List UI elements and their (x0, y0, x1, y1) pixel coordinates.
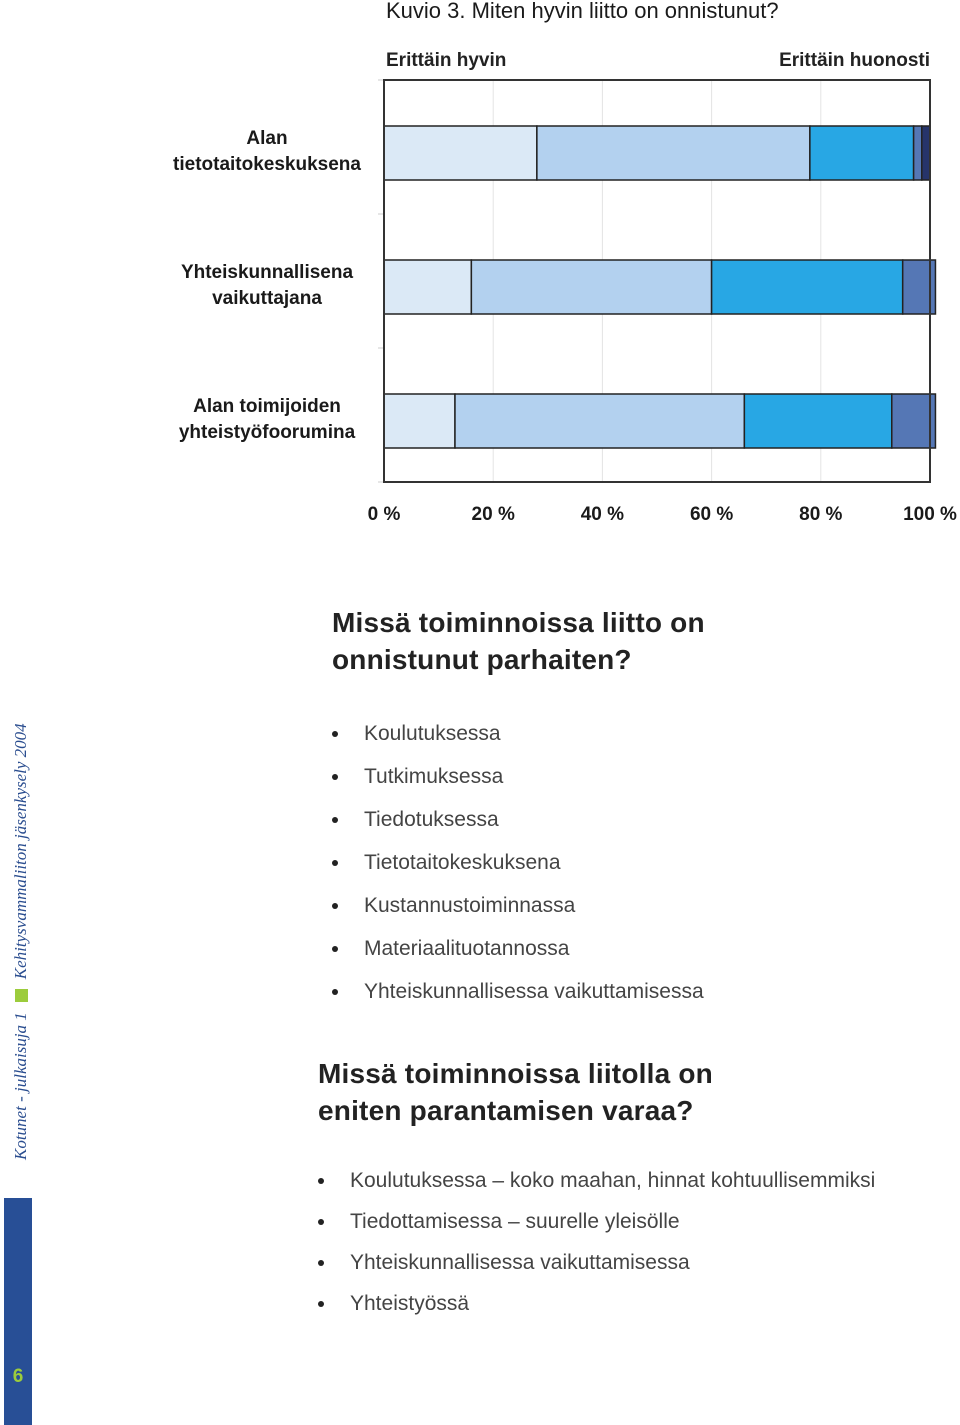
list-item-label: Tiedottamisessa – suurelle yleisölle (350, 1210, 680, 1233)
scale-right-label: Erittäin huonosti (779, 50, 930, 71)
list-item (332, 884, 704, 927)
category-label-line: Alan toimijoiden (193, 396, 341, 417)
section1-title-line: Missä toiminnoissa liitto on (332, 607, 705, 638)
x-tick-label: 80 % (799, 504, 843, 525)
sidebar-publication-text (11, 723, 31, 1160)
list-item-label: Koulutuksessa (364, 722, 501, 745)
x-tick-label: 20 % (471, 504, 515, 525)
sidebar-color-bar (4, 1198, 32, 1425)
bullet-icon (318, 1219, 324, 1225)
bullet-icon (332, 774, 338, 780)
bar-segment (537, 126, 810, 180)
bar-segment (744, 394, 891, 448)
category-label (142, 260, 392, 312)
sidebar-survey-label: Kehitysvammaliiton jäsenkysely 2004 (11, 723, 30, 980)
section2-title-line: Missä toiminnoissa liitolla on (318, 1058, 713, 1089)
bar-segment (712, 260, 903, 314)
bar-segment (922, 126, 930, 180)
list-item (332, 927, 704, 970)
bullet-icon (332, 860, 338, 866)
list-item (332, 755, 704, 798)
bullet-icon (318, 1178, 324, 1184)
scale-left-label: Erittäin hyvin (386, 50, 507, 71)
section1-list (332, 712, 704, 1013)
list-item-label: Koulutuksessa – koko maahan, hinnat kohtuullisemmiksi (350, 1169, 876, 1192)
list-item-label: Tutkimuksessa (364, 765, 504, 788)
bar-segment (384, 126, 537, 180)
bullet-icon (332, 946, 338, 952)
list-item (318, 1242, 875, 1283)
list-item-label: Materiaalituotannossa (364, 937, 570, 960)
bullet-icon (332, 903, 338, 909)
list-item-label: Yhteiskunnallisessa vaikuttamisessa (364, 980, 704, 1003)
bullet-icon (332, 817, 338, 823)
category-label-line: Yhteiskunnallisena (180, 262, 354, 283)
section2-title-line: eniten parantamisen varaa? (318, 1095, 694, 1126)
category-label-line: Alan (246, 128, 288, 149)
list-item-label: Yhteistyössä (350, 1292, 470, 1315)
category-label (142, 126, 392, 178)
sidebar-series-label: Kotunet - julkaisuja 1 (11, 1012, 30, 1160)
chart-title: Kuvio 3. Miten hyvin liitto on onnistunut? (386, 0, 779, 23)
list-item (332, 970, 704, 1013)
list-item-label: Kustannustoiminnassa (364, 894, 576, 917)
bullet-icon (318, 1301, 324, 1307)
section1-title (332, 604, 705, 678)
bullet-icon (332, 731, 338, 737)
bar-segment (455, 394, 744, 448)
category-label-line: yhteistyöfoorumina (178, 422, 356, 443)
bullet-icon (318, 1260, 324, 1266)
list-item (332, 841, 704, 884)
bar-segment (810, 126, 914, 180)
bullet-icon (332, 989, 338, 995)
list-item (318, 1283, 875, 1324)
category-label-line: vaikuttajana (212, 288, 322, 309)
x-tick-label: 100 % (903, 504, 957, 525)
list-item-label: Tiedotuksessa (364, 808, 499, 831)
category-label-line: tietotaitokeskuksena (173, 154, 361, 175)
list-item (318, 1201, 875, 1242)
x-tick-label: 40 % (580, 504, 625, 525)
bar-segment (384, 394, 455, 448)
list-item-label: Tietotaitokeskuksena (364, 851, 561, 874)
bar-segment (892, 394, 936, 448)
list-item-label: Yhteiskunnallisessa vaikuttamisessa (350, 1251, 690, 1274)
page-number: 6 (12, 1366, 24, 1387)
section1-title-line: onnistunut parhaiten? (332, 644, 632, 675)
section2-title (318, 1055, 713, 1129)
bar-segment (914, 126, 922, 180)
bar-segment (384, 260, 471, 314)
x-tick-label: 0 % (367, 504, 401, 525)
section2-list (318, 1160, 875, 1324)
sidebar-square-icon (15, 989, 28, 1002)
category-label (142, 394, 392, 446)
bar-segment (471, 260, 711, 314)
x-tick-label: 60 % (689, 504, 734, 525)
list-item (332, 712, 704, 755)
list-item (332, 798, 704, 841)
list-item (318, 1160, 875, 1201)
